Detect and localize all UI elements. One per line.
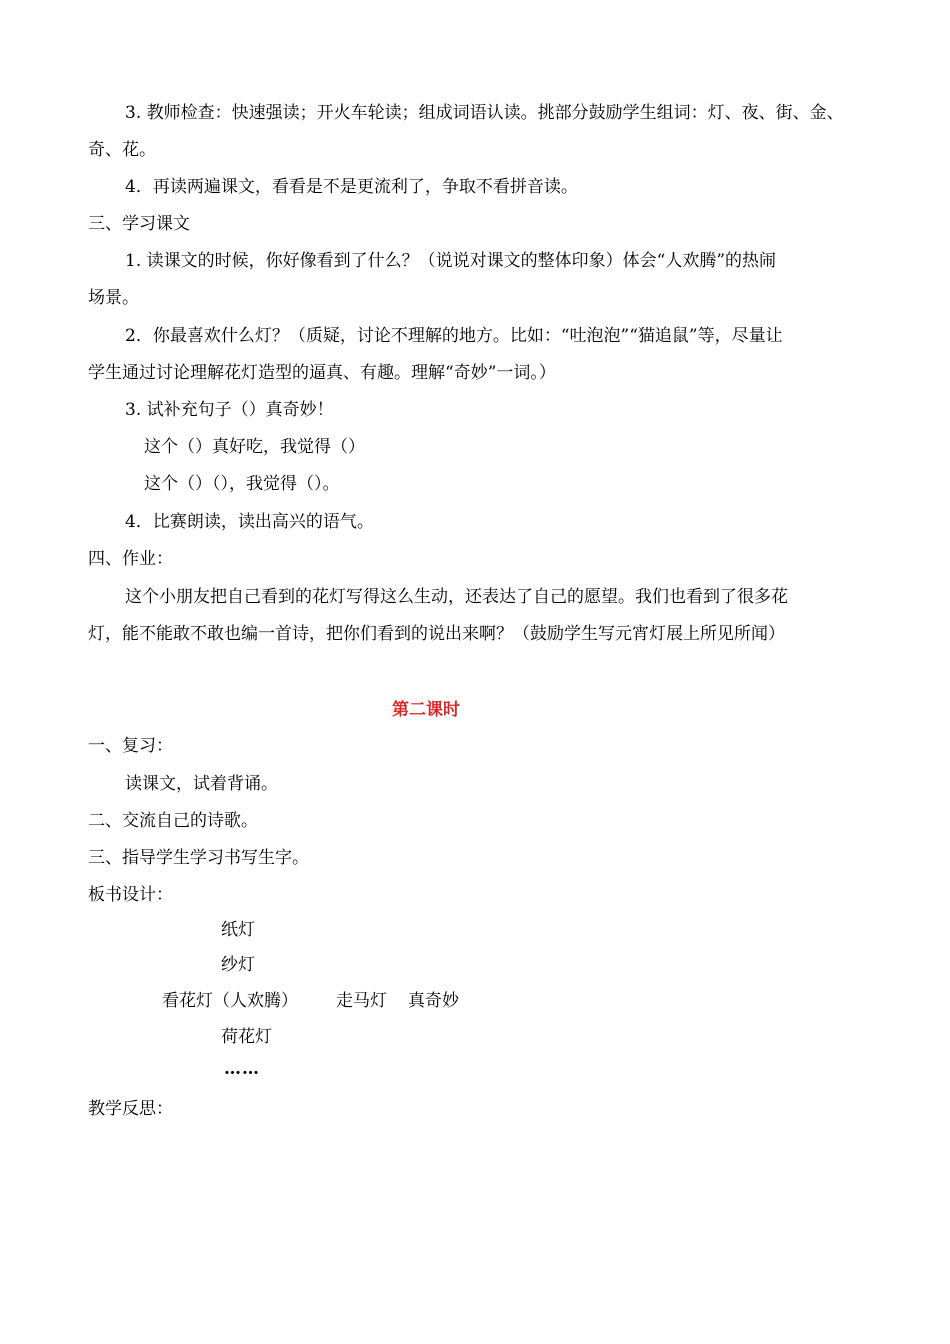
board-item-gauze-lantern: 纱灯 bbox=[221, 955, 255, 975]
homework-text: 这个小朋友把自己看到的花灯写得这么生动，还表达了自己的愿望。我们也看到了很多花 bbox=[125, 587, 788, 607]
s3-item2-cont: 学生通过讨论理解花灯造型的逼真、有趣。理解“奇妙”一词。） bbox=[88, 363, 556, 383]
board-main-topic: 看花灯（人欢腾） bbox=[162, 991, 298, 1011]
section4-heading: 四、作业： bbox=[88, 549, 173, 569]
s3-item1-cont: 场景。 bbox=[88, 288, 139, 308]
homework-text-cont: 灯，能不能敢不敢也编一首诗，把你们看到的说出来啊？（鼓励学生写元宵灯展上所见所闻） bbox=[88, 624, 785, 644]
exchange-heading: 二、交流自己的诗歌。 bbox=[88, 811, 258, 831]
lesson1-item4: 4．再读两遍课文，看看是不是更流利了，争取不看拼音读。 bbox=[125, 177, 578, 197]
reflection-heading: 教学反思： bbox=[88, 1099, 173, 1119]
board-item-revolving-lantern: 走马灯 bbox=[336, 991, 387, 1011]
board-heading: 板书设计： bbox=[88, 885, 173, 905]
lesson1-item3: 3. 教师检查：快速强读；开火车轮读；组成词语认读。挑部分鼓励学生组词：灯、夜、街、金、 bbox=[125, 103, 844, 123]
s3-item4: 4．比赛朗读，读出高兴的语气。 bbox=[125, 512, 374, 532]
writing-heading: 三、指导学生学习书写生字。 bbox=[88, 848, 309, 868]
s3-item3: 3. 试补充句子（）真奇妙！ bbox=[125, 400, 334, 420]
review-heading: 一、复习： bbox=[88, 736, 173, 756]
lesson2-title: 第二课时 bbox=[392, 700, 460, 720]
lesson1-item3-cont: 奇、花。 bbox=[88, 140, 156, 160]
board-item-paper-lantern: 纸灯 bbox=[221, 920, 255, 940]
s3-item3-line2: 这个（）真好吃，我觉得（） bbox=[144, 437, 365, 457]
section3-heading: 三、学习课文 bbox=[88, 214, 190, 234]
s3-item1: 1. 读课文的时候，你好像看到了什么？（说说对课文的整体印象）体会“人欢腾”的热闹 bbox=[125, 251, 777, 271]
s3-item3-line3: 这个（）（），我觉得（）。 bbox=[144, 474, 340, 494]
board-ellipsis: …… bbox=[224, 1059, 260, 1079]
s3-item2: 2．你最喜欢什么灯？（质疑，讨论不理解的地方。比如：“吐泡泡”“猫追鼠”等，尽量让 bbox=[125, 326, 783, 346]
review-text: 读课文，试着背诵。 bbox=[125, 774, 278, 794]
board-item-lotus-lantern: 荷花灯 bbox=[221, 1027, 272, 1047]
board-conclusion: 真奇妙 bbox=[408, 991, 459, 1011]
